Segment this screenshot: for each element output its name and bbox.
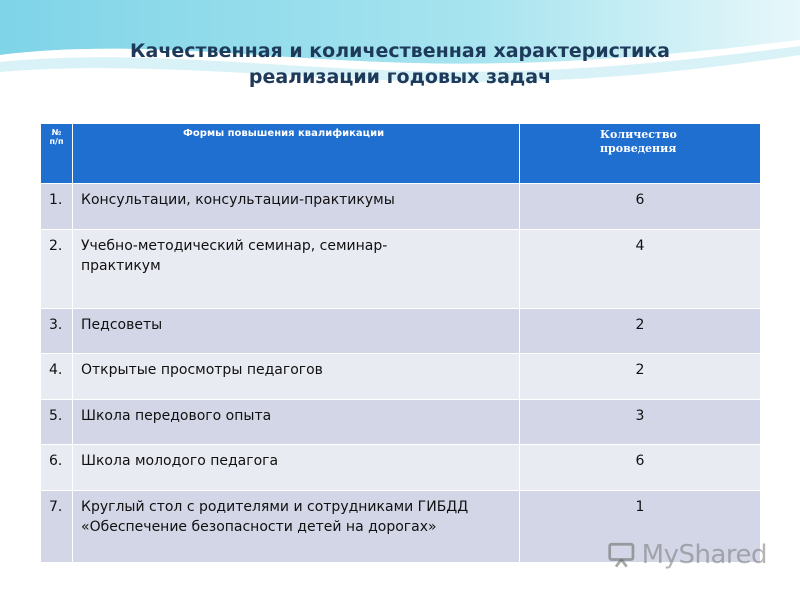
- header-count-text: Количество проведения: [600, 128, 677, 155]
- table-header-row: [41, 124, 761, 184]
- row-count: 6: [520, 445, 761, 491]
- row-count: 2: [520, 354, 761, 400]
- qualification-table: [40, 123, 761, 563]
- row-count: 1: [520, 491, 761, 563]
- row-num: 7.: [41, 491, 73, 563]
- table-row: [41, 230, 761, 309]
- myshared-watermark: [607, 537, 767, 573]
- row-num: 4.: [41, 354, 73, 400]
- table-row: [41, 354, 761, 400]
- table-row: [41, 184, 761, 230]
- watermark-text: MyShared: [641, 540, 767, 570]
- row-num: 5.: [41, 400, 73, 445]
- table-row: [41, 400, 761, 445]
- row-form: Школа передового опыта: [73, 400, 520, 445]
- row-num: 2.: [41, 230, 73, 309]
- header-form: Формы повышения квалификации: [73, 124, 520, 184]
- row-num: 6.: [41, 445, 73, 491]
- row-count: 4: [520, 230, 761, 309]
- title-line-1: Качественная и количественная характеристика: [130, 40, 670, 62]
- row-num: 3.: [41, 309, 73, 354]
- row-count: 6: [520, 184, 761, 230]
- table-row: [41, 309, 761, 354]
- row-num: 1.: [41, 184, 73, 230]
- header-count: [520, 124, 761, 184]
- presentation-board-icon: [607, 540, 636, 570]
- row-form: Открытые просмотры педагогов: [73, 354, 520, 400]
- row-form: Школа молодого педагога: [73, 445, 520, 491]
- title-line-2: реализации годовых задач: [248, 66, 552, 88]
- row-count: 3: [520, 400, 761, 445]
- row-count: 2: [520, 309, 761, 354]
- header-num: № п/п: [41, 124, 73, 184]
- row-form: Круглый стол с родителями и сотрудниками ГИБДД «Обеспечение безопасности детей на дорогах»: [73, 491, 520, 563]
- row-form: Педсоветы: [73, 309, 520, 354]
- row-form: [73, 230, 520, 309]
- table-row: [41, 445, 761, 491]
- row-form: Консультации, консультации-практикумы: [73, 184, 520, 230]
- row-form-text: Учебно-методический семинар, семинар-практикум: [81, 238, 388, 274]
- slide-title: [0, 38, 800, 90]
